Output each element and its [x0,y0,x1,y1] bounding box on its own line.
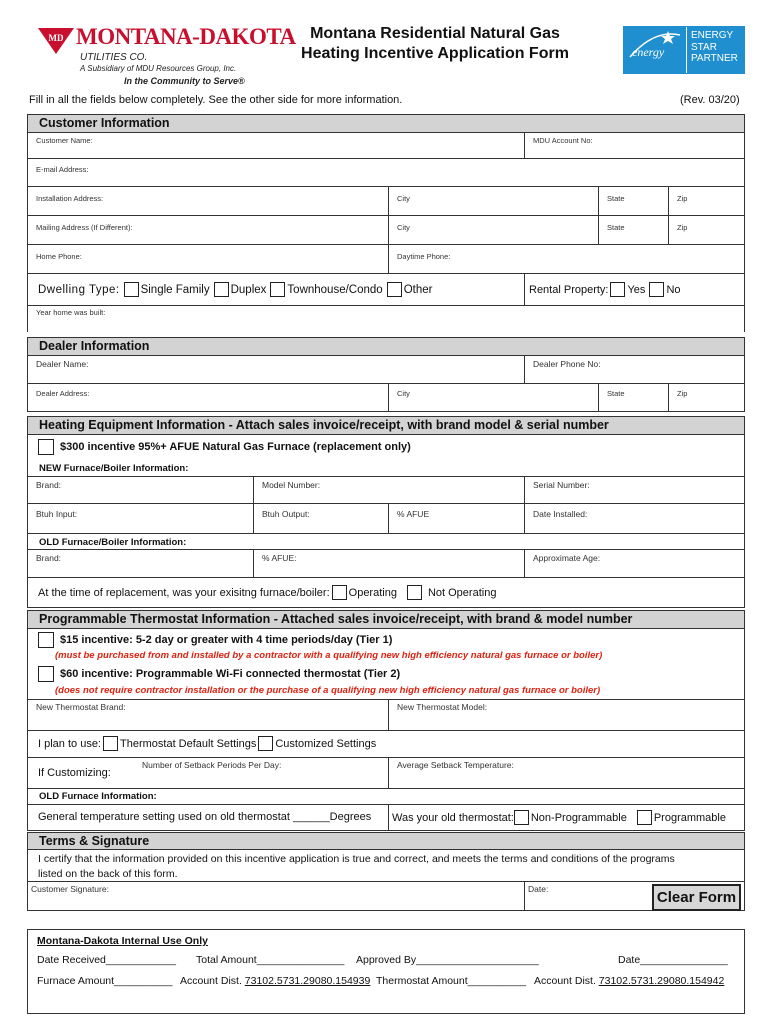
not-operating-label: Not Operating [427,586,497,599]
if-customizing-label: If Customizing: [38,767,111,779]
dealer-address-label: Dealer Address: [36,389,90,398]
dealer-address-row[interactable] [27,384,745,412]
install-city-label: City [397,194,410,203]
new-furnace-heading: NEW Furnace/Boiler Information: [39,463,189,474]
energy-star-line3: PARTNER [691,53,738,64]
single-family-checkbox[interactable] [124,282,139,297]
customer-signature-label: Customer Signature: [31,884,109,894]
furnace-incentive-checkbox[interactable] [38,439,54,455]
internal-use-box [27,929,745,1014]
rental-property-cell [524,274,744,305]
operating-checkbox[interactable] [332,585,347,600]
energy-star-line1: ENERGY [691,30,734,41]
dwelling-type-label: Dwelling Type: [38,283,120,296]
thermostat-amount-field[interactable]: Thermostat Amount__________ [376,975,527,987]
tier2-option [38,666,400,682]
thermostat-model-field[interactable] [388,700,744,730]
internal-use-title: Montana-Dakota Internal Use Only [37,935,208,947]
heating-incentive-block [27,435,745,478]
general-temp-label: General temperature setting used on old thermostat ______Degrees [38,811,372,823]
energy-star-icon [624,27,686,73]
dealer-state-label: State [607,389,625,398]
dealer-zip-label: Zip [677,389,688,398]
internal-date-field[interactable]: Date_______________ [618,954,728,966]
install-zip-field[interactable] [668,187,744,215]
brand-subtitle: UTILITIES CO. [80,52,148,63]
furnace-incentive-label: $300 incentive 95%+ AFUE Natural Gas Furnace (replacement only) [60,441,411,453]
replacement-status-row [27,578,745,608]
rental-yes-checkbox[interactable] [610,282,625,297]
account-dist-furnace [180,975,370,987]
plan-row [27,731,745,757]
mdu-account-field[interactable] [524,133,744,158]
mailing-address-label: Mailing Address (If Different): [36,223,133,232]
customer-name-label: Customer Name: [36,136,93,145]
old-furnace-heading-row [27,534,745,550]
tier2-checkbox[interactable] [38,666,54,682]
date-installed-label: Date Installed: [533,509,588,519]
section-customer-information: Customer Information [27,114,745,133]
new-afue-field[interactable] [388,504,524,533]
email-field[interactable] [27,159,745,187]
brand-name: MONTANA-DAKOTA [76,24,296,49]
rental-no-checkbox[interactable] [649,282,664,297]
form-title [270,24,600,64]
clear-form-button[interactable]: Clear Form [652,884,741,911]
default-settings-label: Thermostat Default Settings [120,737,257,750]
mailing-address-row[interactable] [27,216,745,245]
signature-row[interactable] [27,881,745,911]
approximate-age-label: Approximate Age: [533,553,601,563]
furnace-incentive-option [38,439,411,455]
account-dist-label-2: Account Dist. [534,975,596,987]
btuh-input-label: Btuh Input: [36,509,78,519]
terms-text-line1: I certify that the information provided on this incentive application is true and correct, and meets the terms and conditions of the programs [38,853,675,865]
duplex-label: Duplex [230,283,267,296]
form-title-line1: Montana Residential Natural Gas [310,25,560,42]
form-title-line2: Heating Incentive Application Form [301,45,569,62]
mailing-zip-label: Zip [677,223,688,232]
old-furnace-info-heading: OLD Furnace Information: [39,791,157,802]
old-furnace-heading: OLD Furnace/Boiler Information: [39,537,187,548]
serial-number-field[interactable] [524,477,744,503]
model-number-field[interactable] [253,477,524,503]
old-thermostat-cell [388,805,744,830]
mdu-logo-icon [36,26,76,56]
old-afue-field[interactable] [253,550,524,577]
account-dist-number-2: 73102.5731.29080.154942 [598,975,725,987]
avg-setback-field[interactable] [388,758,744,788]
customer-name-row [27,133,745,159]
mailing-zip-field[interactable] [668,216,744,244]
svg-text:MD: MD [48,33,64,43]
furnace-amount-field[interactable]: Furnace Amount__________ [37,975,173,987]
mailing-state-field[interactable] [598,216,668,244]
btuh-output-field[interactable] [253,504,388,533]
customized-settings-checkbox[interactable] [258,736,273,751]
other-checkbox[interactable] [387,282,402,297]
install-zip-label: Zip [677,194,688,203]
daytime-phone-field[interactable] [388,245,744,273]
replacement-question: At the time of replacement, was your exisitng furnace/boiler: [38,586,330,599]
rental-property-group [529,282,681,297]
default-settings-checkbox[interactable] [103,736,118,751]
tier1-note: (must be purchased from and installed by a contractor with a qualifying new high efficiency natural gas furnace or boiler) [55,650,603,661]
dealer-name-row[interactable] [27,356,745,384]
date-received-field[interactable]: Date Received____________ [37,954,176,966]
single-family-label: Single Family [140,283,210,296]
operating-label: Operating [348,586,397,599]
thermostat-model-label: New Thermostat Model: [397,702,488,712]
dwelling-type-group [38,282,432,297]
serial-number-label: Serial Number: [533,480,590,490]
install-city-field[interactable] [388,187,598,215]
model-number-label: Model Number: [262,480,321,490]
email-label: E-mail Address: [36,165,89,174]
terms-text-block [27,850,745,883]
programmable-label: Programmable [653,811,726,824]
section-terms-signature: Terms & Signature [27,832,745,850]
duplex-checkbox[interactable] [214,282,229,297]
energy-star-line2: STAR [691,41,717,53]
rental-yes-label: Yes [627,283,646,296]
installation-address-row[interactable] [27,187,745,216]
energy-star-script: energy [632,45,665,59]
approximate-age-field[interactable] [524,550,744,577]
dealer-city-label: City [397,389,410,398]
thermostat-incentive-block [27,629,745,699]
install-state-field[interactable] [598,187,668,215]
approved-by-field[interactable]: Approved By_____________________ [356,954,539,966]
tier1-label: $15 incentive: 5-2 day or greater with 4 time periods/day (Tier 1) [60,634,393,646]
tier2-note: (does not require contractor installation or the purchase of a qualifying new high efficiency natural gas furnace or boiler) [55,685,601,696]
rental-no-label: No [666,283,681,296]
avg-setback-label: Average Setback Temperature: [397,760,514,770]
townhouse-condo-checkbox[interactable] [270,282,285,297]
old-afue-label: % AFUE: [262,553,297,563]
section-dealer-information: Dealer Information [27,337,745,356]
thermostat-brand-label: New Thermostat Brand: [36,702,126,712]
not-operating-checkbox[interactable] [407,585,422,600]
section-heating-equipment: Heating Equipment Information - Attach sales invoice/receipt, with brand model & serial number [27,416,745,435]
mailing-city-label: City [397,223,410,232]
non-programmable-label: Non-Programmable [530,811,627,824]
brand-tagline: In the Community to Serve® [124,76,245,86]
dealer-city-field[interactable] [388,384,598,411]
year-built-field[interactable] [27,306,745,332]
mailing-city-field[interactable] [388,216,598,244]
dealer-phone-field[interactable] [524,356,744,383]
btuh-output-label: Btuh Output: [262,509,310,519]
account-dist-label-1: Account Dist. [180,975,242,987]
total-amount-field[interactable]: Total Amount_______________ [196,954,345,966]
dealer-phone-label: Dealer Phone No: [533,359,601,369]
plan-label: I plan to use: [38,737,101,750]
company-logo [36,22,296,92]
signature-date-label: Date: [528,884,549,894]
year-built-label: Year home was built: [36,308,106,317]
install-state-label: State [607,194,625,203]
townhouse-condo-label: Townhouse/Condo [287,283,383,296]
date-installed-field[interactable] [524,504,744,533]
rental-property-label: Rental Property: [529,283,609,296]
customized-settings-label: Customized Settings [275,737,377,750]
setback-periods-label: Number of Setback Periods Per Day: [142,760,282,770]
old-brand-label: Brand: [36,553,62,563]
new-furnace-row-2[interactable] [27,504,745,534]
replacement-status-group [38,585,496,600]
daytime-phone-label: Daytime Phone: [397,252,451,261]
mdu-account-label: MDU Account No: [533,136,593,145]
dealer-name-label: Dealer Name: [36,359,89,369]
terms-text [38,852,675,882]
new-afue-label: % AFUE [397,509,430,519]
customizing-row [27,757,745,789]
other-label: Other [403,283,433,296]
mailing-state-label: State [607,223,625,232]
phone-row[interactable] [27,245,745,274]
non-programmable-checkbox[interactable] [514,810,529,825]
old-thermostat-question: Was your old thermostat: [392,811,514,824]
form-instructions: Fill in all the fields below completely. See the other side for more information. [29,94,403,106]
dealer-state-field[interactable] [598,384,668,411]
account-dist-thermostat [534,975,724,987]
new-furnace-row-1[interactable] [27,476,745,504]
tier2-label: $60 incentive: Programmable Wi-Fi connected thermostat (Tier 2) [60,668,401,680]
old-thermostat-row [27,805,745,831]
plan-group [38,736,376,751]
home-phone-label: Home Phone: [36,252,82,261]
old-thermostat-group [392,810,726,825]
form-revision: (Rev. 03/20) [680,94,740,106]
section-programmable-thermostat: Programmable Thermostat Information - Attached sales invoice/receipt, with brand & model number [27,610,745,629]
dealer-zip-field[interactable] [668,384,744,411]
terms-text-line2: listed on the back of this form. [38,868,178,880]
setback-periods-field[interactable] [134,758,388,788]
account-dist-number-1: 73102.5731.29080.154939 [244,975,371,987]
energy-star-logo [623,26,745,74]
installation-address-label: Installation Address: [36,194,104,203]
programmable-checkbox[interactable] [637,810,652,825]
tier1-option [38,632,392,648]
old-furnace-info-heading-row [27,789,745,805]
new-brand-label: Brand: [36,480,62,490]
old-furnace-row[interactable] [27,550,745,578]
thermostat-brand-row[interactable] [27,699,745,731]
dwelling-row [27,274,745,306]
brand-subsidiary: A Subsidiary of MDU Resources Group, Inc. [80,64,237,73]
tier1-checkbox[interactable] [38,632,54,648]
